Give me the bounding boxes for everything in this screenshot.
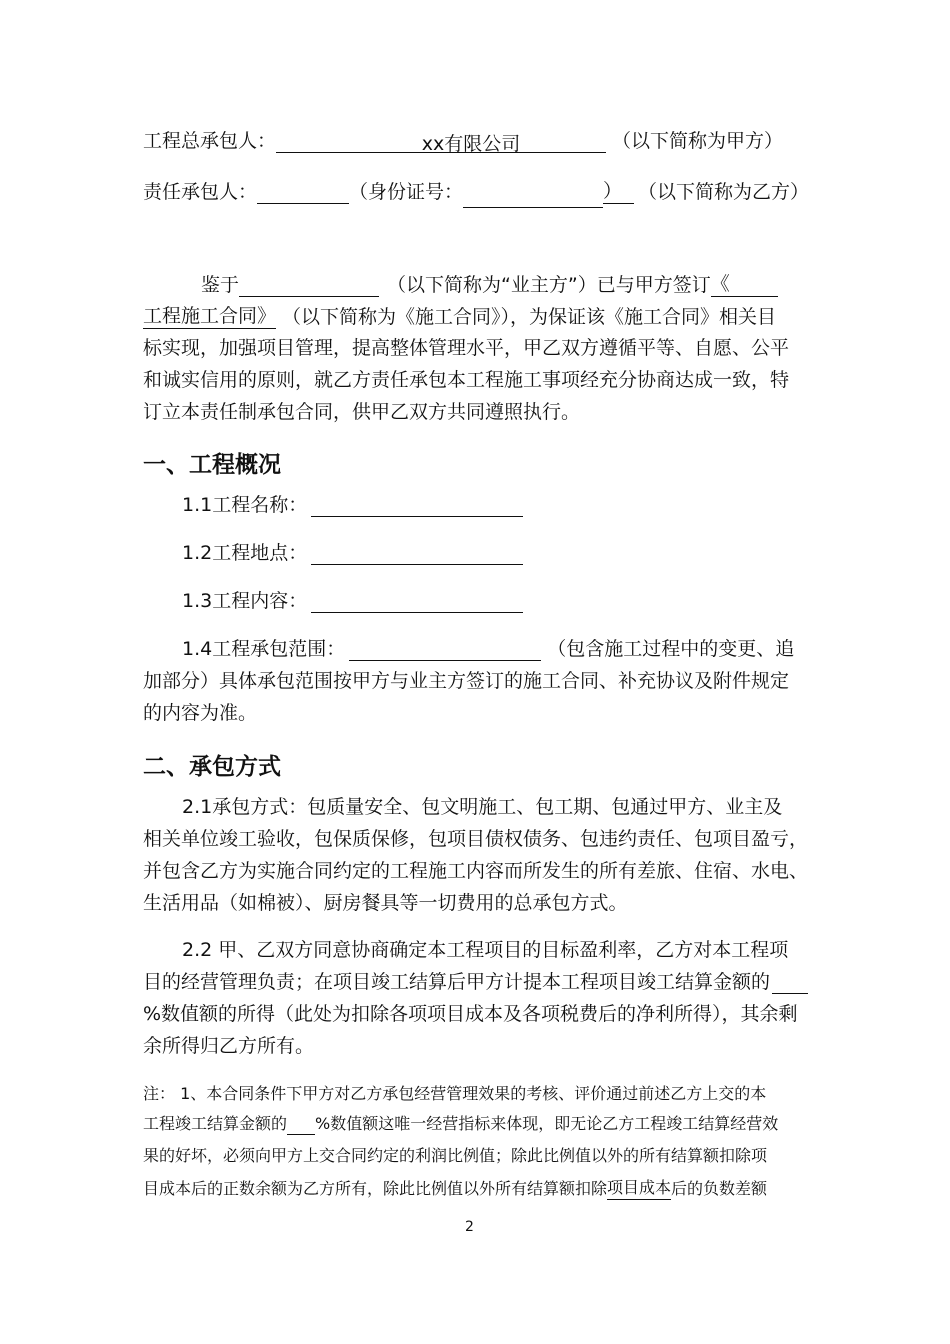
item-text: 2.2 甲、乙双方同意协商确定本工程项目的目标盈利率，乙方对本工程项 [182,939,789,961]
preamble-text: （以下简称为《施工合同》），为保证该《施工合同》相关目 [282,306,777,328]
page-number: 2 [465,1219,474,1235]
item-1-1 [182,493,523,517]
section-title: 二、承包方式 [143,754,281,780]
party-a-label: 工程总承包人： [143,130,277,152]
item-1-4-line-3 [143,701,257,725]
note-line-2 [143,1113,778,1135]
preamble-line-4 [143,368,789,392]
section-title: 一、工程概况 [143,452,281,478]
contract-name: 工程施工合同》 [143,305,277,327]
project-content-field [311,592,523,613]
owner-name-field [239,276,379,297]
scope-field [349,640,541,661]
preamble-line-1 [201,272,778,297]
project-location-field [311,544,523,565]
preamble-line-5 [143,400,580,424]
party-b-line [143,179,809,204]
preamble-text: 标实现，加强项目管理，提高整体管理水平，甲乙双方遵循平等、自愿、公平 [143,337,790,359]
item-2-2-line-3 [143,1002,798,1026]
item-2-2-line-1 [182,938,788,962]
item-text: 并包含乙方为实施合同约定的工程施工内容而所发生的所有差旅、住宿、水电、 [143,860,809,882]
item-1-3 [182,589,523,613]
item-2-2-line-4 [143,1034,314,1058]
item-text: 2.1承包方式：包质量安全、包文明施工、包工期、包通过甲方、业主及 [182,796,783,818]
item-text: 相关单位竣工验收，包保质保修，包项目债权债务、包违约责任、包项目盈亏， [143,828,809,850]
item-label: 1.2工程地点： [182,542,308,564]
note-line-3 [143,1145,767,1167]
preamble-text: 订立本责任制承包合同，供甲乙双方共同遵照执行。 [143,401,581,423]
item-2-2-line-2 [143,970,808,994]
note-text: 注： 1、本合同条件下甲方对乙方承包经营管理效果的考核、评价通过前述乙方上交的本 [143,1084,767,1103]
preamble-text: 和诚实信用的原则，就乙方责任承包本工程施工事项经充分协商达成一致，特 [143,369,790,391]
note-text: 工程竣工结算金额的 [143,1114,288,1133]
item-2-1-line-1 [182,795,782,819]
item-text: %数值额的所得（此处为扣除各项项目成本及各项税费后的净利所得），其余剩 [143,1003,798,1025]
note-text: 目成本后的正数余额为乙方所有，除此比例值以外所有结算额扣除 [143,1179,608,1198]
preamble-line-2 [143,304,776,329]
note-text: 后的负数差额 [671,1179,768,1198]
project-name-field [311,496,523,517]
party-a-company: xx有限公司 [421,133,521,155]
note-line-4 [143,1177,767,1200]
item-1-4 [182,637,794,661]
item-label: 1.3工程内容： [182,590,308,612]
preamble-line-3 [143,336,789,360]
item-text: 余所得归乙方所有。 [143,1035,315,1057]
item-2-1-line-2 [143,827,808,851]
item-label: 1.1工程名称： [182,494,308,516]
item-text: 的内容为准。 [143,702,258,724]
item-text: 生活用品（如棉被）、厨房餐具等一切费用的总承包方式。 [143,892,628,914]
item-text: 目的经营管理负责；在项目竣工结算后甲方计提本工程项目竣工结算金额的 [143,971,771,993]
contract-name-open: 《 [711,272,778,297]
section-2-title [143,753,281,781]
item-2-1-line-3 [143,859,808,883]
party-a-suffix: （以下简称为甲方） [612,130,784,152]
preamble-text: （以下简称为“业主方”）已与甲方签订 [387,274,711,296]
note-rate-field [287,1117,315,1135]
preamble-text: 鉴于 [201,274,240,296]
party-b-id-field [463,184,603,204]
item-text: 加部分）具体承包范围按甲方与业主方签订的施工合同、补充协议及附件规定 [143,670,790,692]
party-a-company-field [276,132,606,153]
party-a-line [143,129,783,153]
party-b-name-field [257,183,349,204]
party-b-label: 责任承包人： [143,181,258,203]
party-b-suffix: （以下简称为乙方） [638,181,810,203]
note-line-1 [143,1083,766,1105]
item-1-2 [182,541,523,565]
item-text: （包含施工过程中的变更、追 [547,638,795,660]
item-2-1-line-4 [143,891,628,915]
item-1-4-line-2 [143,669,789,693]
note-text: %数值额这唯一经营指标来体现，即无论乙方工程竣工结算经营效 [315,1114,779,1133]
item-label: 1.4工程承包范围： [182,638,346,660]
note-text: 果的好坏，必须向甲方上交合同约定的利润比例值；除此比例值以外的所有结算额扣除项 [143,1146,768,1165]
party-b-id-label: （身份证号： [349,181,464,203]
note-underlined-term: 项目成本 [607,1177,671,1200]
party-b-id-close: ） [603,179,634,204]
profit-rate-field [772,973,808,994]
section-1-title [143,451,281,479]
